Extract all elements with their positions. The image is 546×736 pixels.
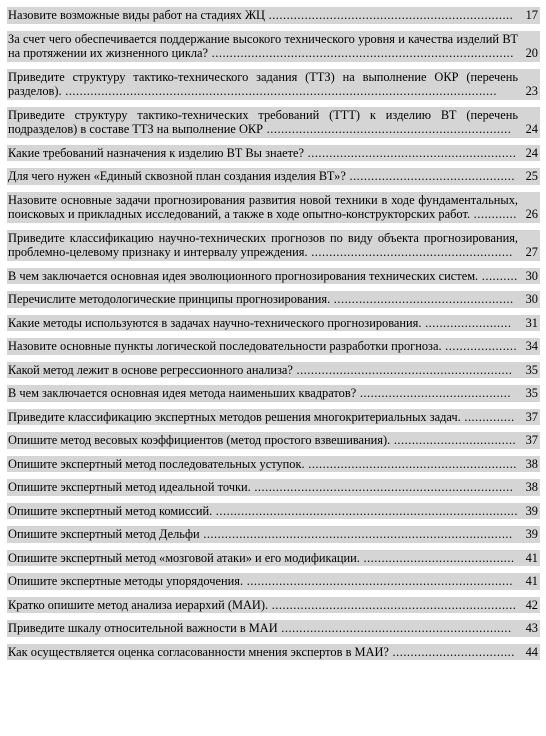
dot-leader: .......................................................... (304, 145, 517, 160)
dot-leader: .................................................................... (263, 122, 512, 136)
entry-spacer (7, 331, 540, 338)
entry-spacer (7, 613, 540, 620)
toc-entry[interactable] (7, 432, 540, 449)
toc-entry-title: Перечислите методологические принципы прогнозирования. .................................................. (7, 291, 540, 308)
toc-entry[interactable] (7, 31, 540, 62)
toc-entry-page-number: 42 (525, 597, 538, 612)
toc-entry[interactable] (7, 409, 540, 426)
dot-leader: ........................................................ (307, 245, 513, 259)
toc-entry[interactable] (7, 107, 540, 138)
dot-leader: ............ (470, 207, 517, 221)
entry-spacer (7, 223, 540, 230)
toc-entry[interactable] (7, 291, 540, 308)
toc-entry-title: Назовите возможные виды работ на стадиях ЖЦ .................................................................... (7, 7, 540, 24)
dot-leader: ........................................................................................................................ (61, 84, 497, 98)
toc-entry-page-number: 17 (525, 8, 538, 22)
toc-entry-title: За счет чего обеспечивается поддержание высокого технического уровня и качества изделий ВТ на протяжении их жизненного цикла? .................................................................................... (7, 31, 540, 62)
toc-entry-title: Приведите шкалу относительной важности в МАИ ................................................................ (7, 620, 540, 637)
toc-entry[interactable] (7, 550, 540, 567)
toc-entry-page-number: 38 (525, 456, 538, 471)
toc-entry[interactable] (7, 597, 540, 614)
dot-leader: .................... (441, 339, 518, 353)
dot-leader: .................................................. (330, 292, 514, 306)
toc-entry-title: Какой метод лежит в основе регрессионного анализа? ............................................................ (7, 362, 540, 379)
toc-entry[interactable] (7, 385, 540, 402)
dot-leader: .......................................... (356, 386, 511, 400)
toc-entry[interactable] (7, 168, 540, 185)
toc-entry-page-number: 41 (525, 574, 538, 588)
toc-entry[interactable] (7, 7, 540, 24)
toc-entry-title: Опишите экспертные методы упорядочения. .......................................................................... (7, 573, 540, 590)
entry-spacer (7, 425, 540, 432)
entry-spacer (7, 590, 540, 597)
entry-spacer (7, 355, 540, 362)
toc-entry[interactable] (7, 620, 540, 637)
entry-spacer (7, 284, 540, 291)
toc-entry-title: Приведите структуру тактико-технического задания (ТТЗ) на выполнение ОКР (перечень разделов). ........................................................................................................................ (7, 69, 540, 100)
dot-leader: .............. (460, 409, 515, 424)
toc-entry-page-number: 44 (525, 644, 538, 659)
toc-entry-title: Приведите классификацию экспертных методов решения многокритериальных задач. .............. (7, 409, 540, 426)
toc-entry-page-number: 30 (525, 292, 538, 306)
dot-leader: ................................................................ (277, 621, 512, 635)
toc-entry-page-number: 38 (525, 480, 538, 494)
toc-entry-title: Опишите экспертный метод комиссий. .................................................................................... (7, 503, 540, 520)
toc-entry-title: Приведите классификацию научно-технических прогнозов по виду объекта прогнозирования, проблемно-целевому признаку и интервалу упреждения. ........................................................ (7, 230, 540, 261)
toc-entry-page-number: 41 (525, 550, 538, 565)
entry-spacer (7, 543, 540, 550)
entry-spacer (7, 378, 540, 385)
entry-spacer (7, 637, 540, 644)
toc-entry-title: Кратко опишите метод анализа иерархий (МАИ). .................................................................... (7, 597, 540, 614)
dot-leader: ........................................................................ (250, 480, 514, 494)
toc-entry-title: Опишите экспертный метод «мозговой атаки» и его модификации. .......................................... (7, 550, 540, 567)
toc-entry[interactable] (7, 338, 540, 355)
toc-entry-page-number: 34 (525, 339, 538, 353)
toc-entry-title: Приведите структуру тактико-технических требований (ТТТ) к изделию ВТ (перечень подразделов) в составе ТТЗ на выполнение ОКР .................................................................... (7, 107, 540, 138)
toc-entry-title: Назовите основные пункты логической последовательности разработки прогноза. .................... (7, 338, 540, 355)
dot-leader: .......... (478, 268, 518, 283)
toc-entry[interactable] (7, 69, 540, 100)
dot-leader: .................................................................... (265, 8, 514, 22)
table-of-contents (7, 7, 540, 660)
toc-entry-title: Опишите экспертный метод последовательных уступок. .......................................................... (7, 456, 540, 473)
toc-entry[interactable] (7, 362, 540, 379)
entry-spacer (7, 566, 540, 573)
toc-entry[interactable] (7, 192, 540, 223)
dot-leader: .......................................................................... (243, 574, 513, 588)
dot-leader: .................................. (390, 433, 517, 447)
toc-entry-title: Опишите экспертный метод Дельфи ...................................................................................... (7, 526, 540, 543)
toc-entry-title: Какие требований назначения к изделию ВТ Вы знаете? .......................................................... (7, 145, 540, 162)
entry-spacer (7, 449, 540, 456)
toc-entry-page-number: 35 (525, 386, 538, 400)
toc-entry-page-number: 25 (525, 169, 538, 183)
toc-entry-page-number: 30 (525, 268, 538, 283)
toc-entry[interactable] (7, 573, 540, 590)
entry-spacer (7, 519, 540, 526)
toc-entry[interactable] (7, 315, 540, 332)
dot-leader: .................................................................................... (208, 46, 514, 60)
toc-entry-page-number: 39 (525, 527, 538, 541)
toc-entry-page-number: 26 (525, 207, 538, 221)
toc-entry[interactable] (7, 230, 540, 261)
toc-entry[interactable] (7, 456, 540, 473)
dot-leader: ...................................................................................... (199, 527, 513, 541)
toc-entry[interactable] (7, 503, 540, 520)
entry-spacer (7, 138, 540, 145)
toc-entry-page-number: 35 (525, 362, 538, 377)
toc-entry-page-number: 24 (525, 145, 538, 160)
entry-spacer (7, 261, 540, 268)
toc-entry-title: Опишите метод весовых коэффициентов (метод простого взвешивания). .................................. (7, 432, 540, 449)
toc-entry-page-number: 20 (525, 46, 538, 60)
toc-entry[interactable] (7, 268, 540, 285)
entry-spacer (7, 496, 540, 503)
dot-leader: .................................. (388, 644, 515, 659)
dot-leader: .................................................................... (268, 597, 517, 612)
dot-leader: ........................ (421, 315, 512, 330)
toc-entry[interactable] (7, 526, 540, 543)
toc-entry-page-number: 39 (525, 503, 538, 518)
toc-entry-title: Опишите экспертный метод идеальной точки. ........................................................................ (7, 479, 540, 496)
dot-leader: .......................................................... (304, 456, 517, 471)
toc-entry[interactable] (7, 145, 540, 162)
toc-entry-title: Назовите основные задачи прогнозирования развития новой техники в ходе фундаментальных, поисковых и прикладных исследований, а также в ходе опытно-конструкторских работ. ............ (7, 192, 540, 223)
toc-entry-page-number: 37 (525, 409, 538, 424)
entry-spacer (7, 402, 540, 409)
dot-leader: .................................................................................... (212, 503, 519, 518)
dot-leader: ............................................................ (292, 362, 513, 377)
toc-entry-title: Как осуществляется оценка согласованности мнения экспертов в МАИ? .................................. (7, 644, 540, 661)
toc-entry-title: В чем заключается основная идея метода наименьших квадратов? .......................................... (7, 385, 540, 402)
entry-spacer (7, 100, 540, 107)
dot-leader: .............................................. (345, 169, 515, 183)
entry-spacer (7, 472, 540, 479)
toc-entry-page-number: 31 (525, 315, 538, 330)
toc-entry-page-number: 27 (525, 245, 538, 259)
toc-entry-title: Для чего нужен «Единый сквозной план создания изделия ВТ»? .............................................. (7, 168, 540, 185)
toc-entry-page-number: 37 (525, 433, 538, 447)
entry-spacer (7, 161, 540, 168)
toc-entry-page-number: 24 (525, 122, 538, 136)
toc-entry-title: Какие методы используются в задачах научно-технического прогнозирования. ........................ (7, 315, 540, 332)
entry-spacer (7, 308, 540, 315)
entry-spacer (7, 24, 540, 31)
dot-leader: .......................................... (359, 550, 515, 565)
toc-entry-page-number: 43 (525, 621, 538, 635)
entry-spacer (7, 185, 540, 192)
toc-entry-page-number: 23 (525, 84, 538, 98)
entry-spacer (7, 62, 540, 69)
toc-entry-title: В чем заключается основная идея эволюционного прогнозирования технических систем. .......... (7, 268, 540, 285)
toc-entry[interactable] (7, 479, 540, 496)
toc-entry[interactable] (7, 644, 540, 661)
